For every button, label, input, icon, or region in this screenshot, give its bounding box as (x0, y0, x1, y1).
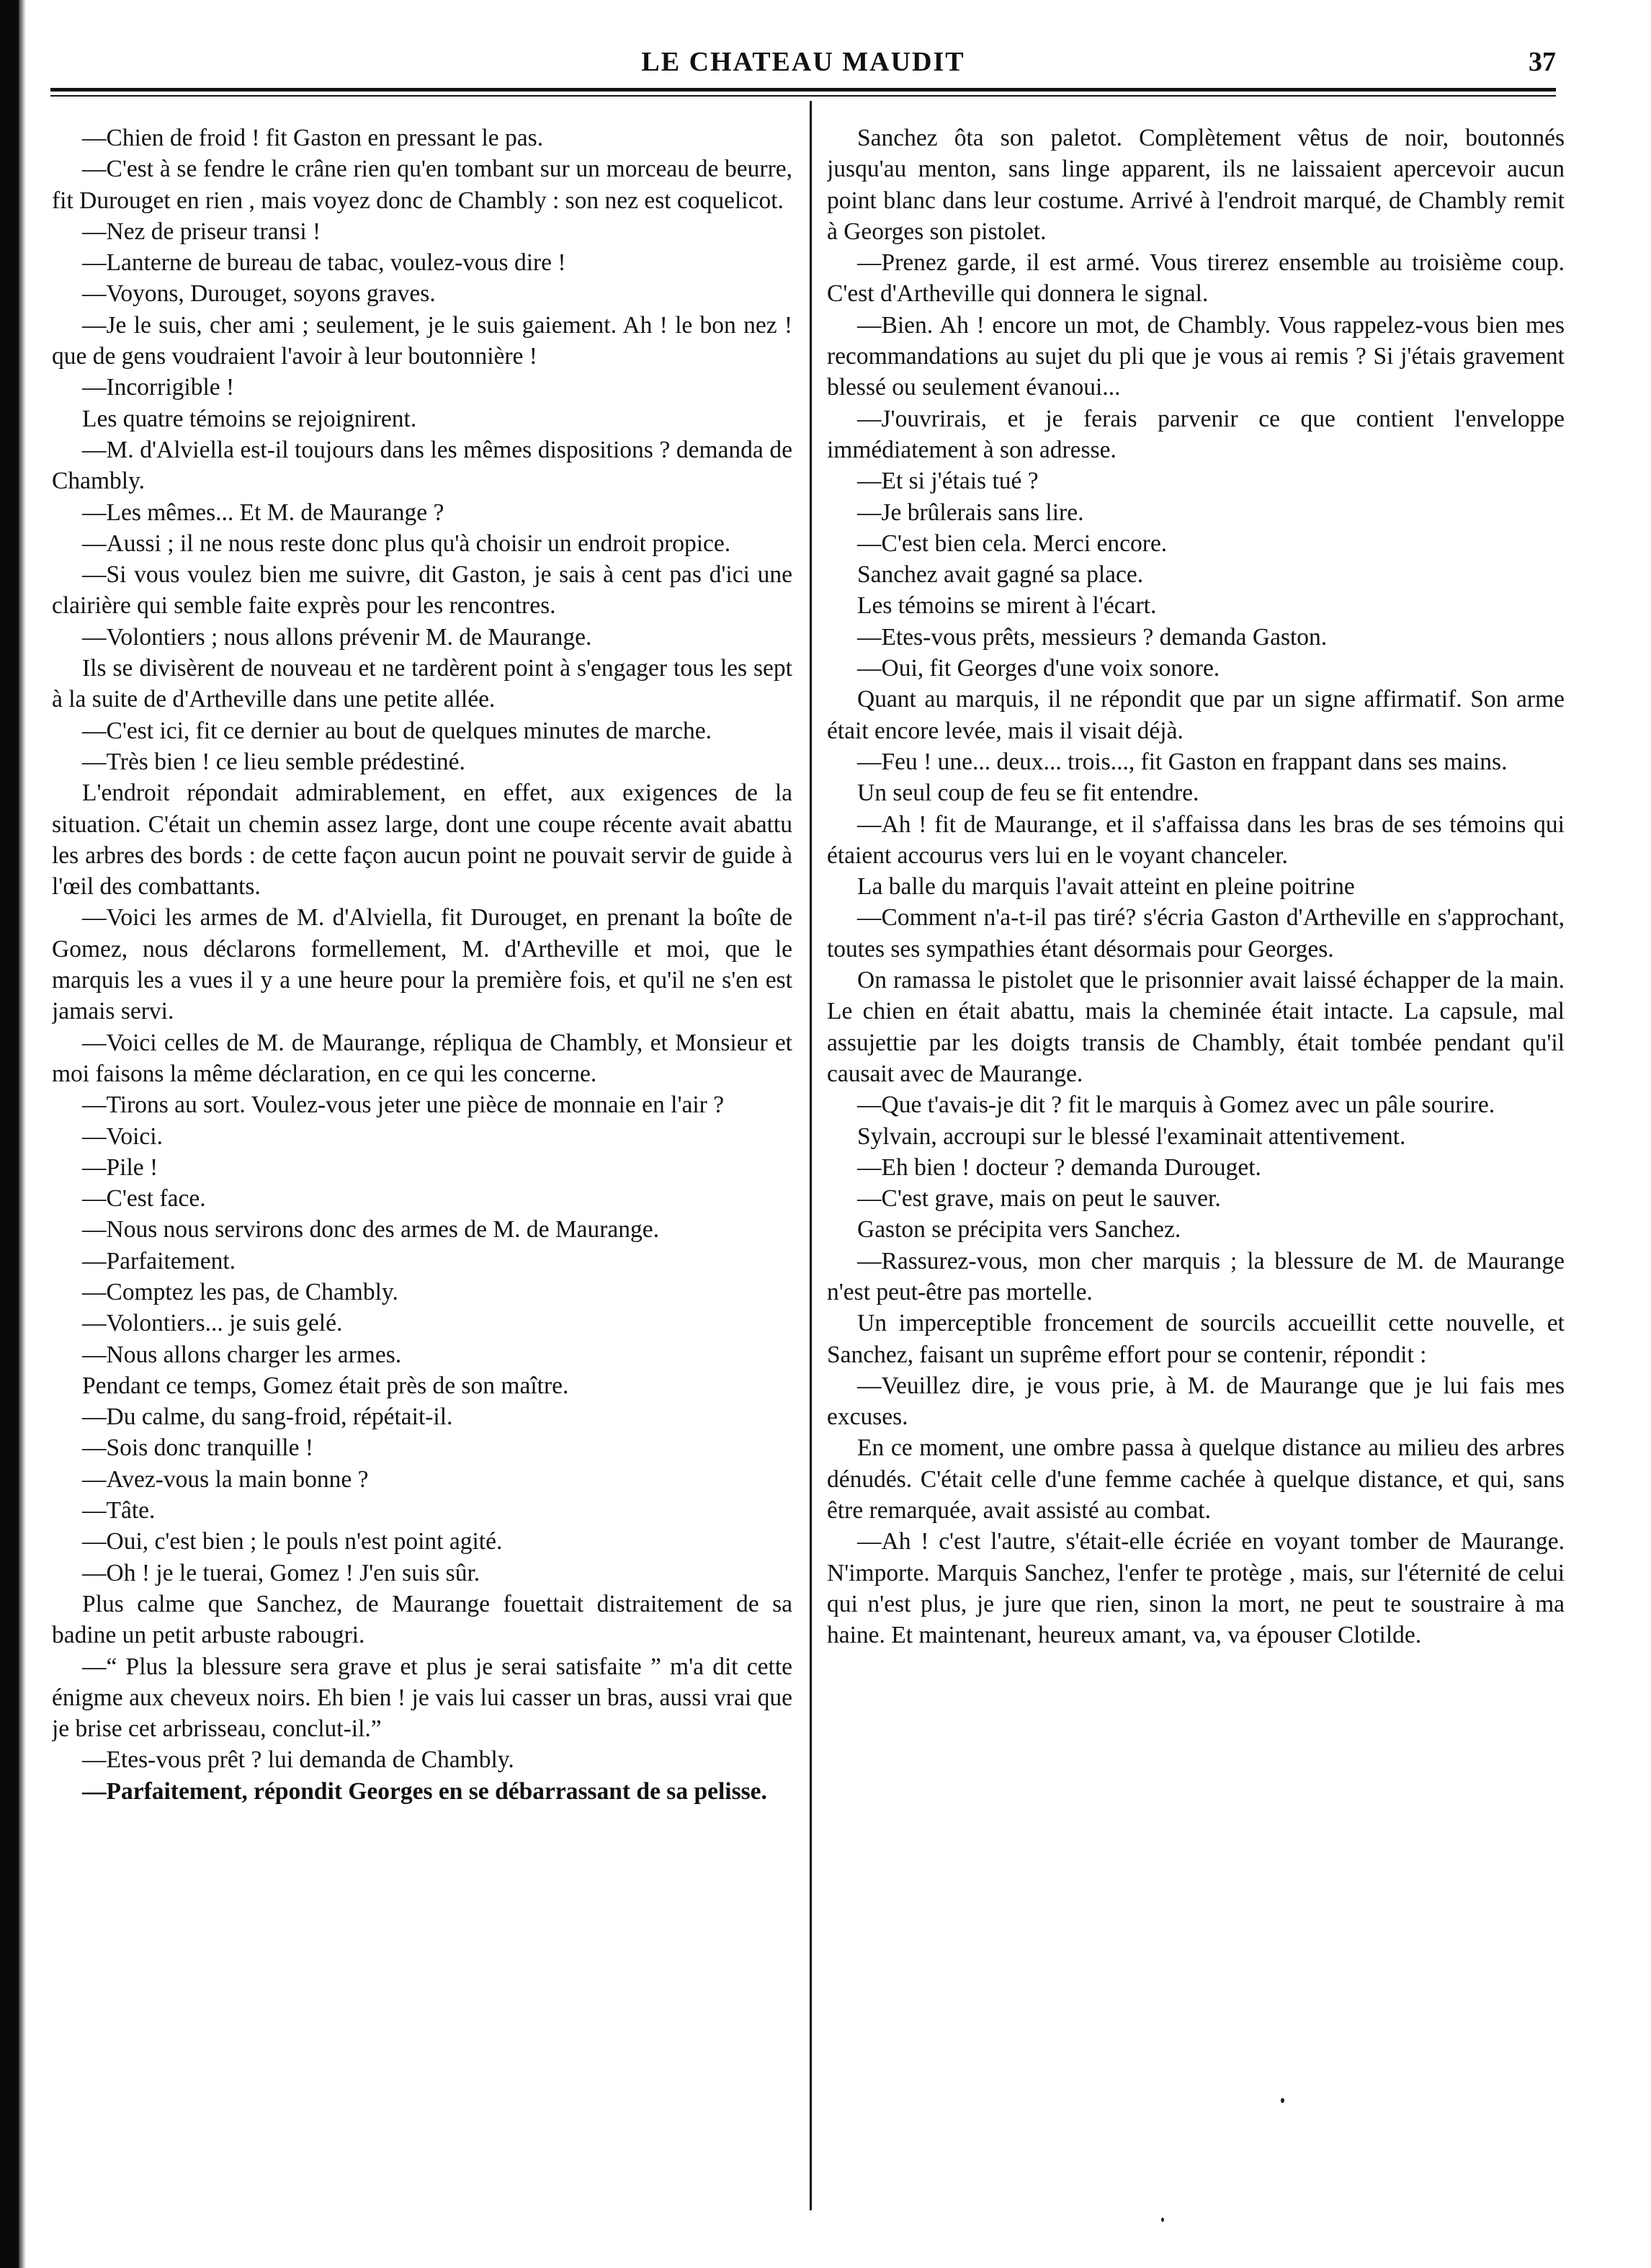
running-title: LE CHATEAU MAUDIT (641, 47, 965, 77)
print-speck (1281, 2098, 1284, 2103)
paragraph: Plus calme que Sanchez, de Maurange fouettait distraitement de sa badine un petit arbuste rabougri. (52, 1590, 792, 1649)
paragraph: Ils se divisèrent de nouveau et ne tardèrent point à s'engager tous les sept à la suite de d'Artheville dans une petite allée. (52, 655, 792, 713)
paragraph: —Lanterne de bureau de tabac, voulez-vous dire ! (82, 249, 566, 277)
paragraph: —Bien. Ah ! encore un mot, de Chambly. Vous rappelez-vous bien mes recommandations au sujet du pli que je vous ai remis ? Si j'étais gravement blessé ou seulement évanoui... (827, 311, 1565, 401)
paragraph: Quant au marquis, il ne répondit que par un signe affirmatif. Son arme était encore levée, mais il visait déjà. (827, 686, 1565, 744)
paragraph: —C'est ici, fit ce dernier au bout de quelques minutes de marche. (82, 717, 712, 744)
paragraph: —Tirons au sort. Voulez-vous jeter une pièce de monnaie en l'air ? (82, 1091, 725, 1119)
paragraph: —Si vous voulez bien me suivre, dit Gaston, je sais à cent pas d'ici une clairière qui semble faite exprès pour les rencontres. (52, 561, 792, 620)
paragraph: —C'est à se fendre le crâne rien qu'en tombant sur un morceau de beurre, fit Durouget en rien , mais voyez donc de Chambly : son nez est coquelicot. (52, 156, 792, 214)
paragraph: —C'est bien cela. Merci encore. (857, 530, 1168, 557)
paragraph: Les témoins se mirent à l'écart. (857, 592, 1157, 620)
paragraph: —Parfaitement, répondit Georges en se débarrassant de sa pelisse. (82, 1777, 767, 1805)
paragraph: —Que t'avais-je dit ? fit le marquis à Gomez avec un pâle sourire. (857, 1091, 1495, 1119)
paragraph: —Les mêmes... Et M. de Maurange ? (82, 499, 444, 526)
paragraph: —Oh ! je le tuerai, Gomez ! J'en suis sûr. (82, 1559, 480, 1586)
paragraph: Les quatre témoins se rejoignirent. (82, 405, 417, 432)
page-number: 37 (1529, 47, 1556, 77)
paragraph: On ramassa le pistolet que le prisonnier avait laissé échapper de la main. Le chien en était abattu, mais la cheminée était intacte. La capsule, mal assujettie par les doigts transis de Chambly, était tombée pendant qu'il causait avec de Maurange. (827, 967, 1565, 1087)
paragraph: —Prenez garde, il est armé. Vous tirerez ensemble au troisième coup. C'est d'Artheville qui donnera le signal. (827, 249, 1565, 308)
paragraph: —Comptez les pas, de Chambly. (82, 1278, 398, 1305)
paragraph: —Chien de froid ! fit Gaston en pressant le pas. (82, 125, 544, 151)
paragraph: —Sois donc tranquille ! (82, 1434, 313, 1462)
paragraph: —Feu ! une... deux... trois..., fit Gaston en frappant dans ses mains. (857, 748, 1508, 775)
paragraph: —Ah ! c'est l'autre, s'était-elle écriée en voyant tomber de Maurange. N'importe. Marquis Sanchez, l'enfer te protège , mais, sur l'éternité de celui qui n'est plus, je jure que rien, sinon la mort, ne peut te soustraire à ma haine. Et maintenant, heureux amant, va, va épouser Clotilde. (827, 1528, 1565, 1649)
paragraph: L'endroit répondait admirablement, en effet, aux exigences de la situation. C'était un chemin assez large, dont une coupe récente avait abattu les arbres des bords : de cette façon aucun point ne pouvait servir de guide à l'œil des combattants. (52, 780, 792, 901)
header-rule-thin (50, 95, 1556, 97)
paragraph: —Aussi ; il ne nous reste donc plus qu'à choisir un endroit propice. (82, 530, 731, 557)
paragraph: —Etes-vous prêts, messieurs ? demanda Gaston. (857, 623, 1328, 651)
paragraph: —Et si j'étais tué ? (857, 468, 1039, 495)
paragraph: —Comment n'a-t-il pas tiré? s'écria Gaston d'Artheville en s'approchant, toutes ses sympathies étant désormais pour Georges. (827, 904, 1565, 963)
paragraph: La balle du marquis l'avait atteint en pleine poitrine (857, 873, 1355, 901)
paragraph: —C'est grave, mais on peut le sauver. (857, 1185, 1221, 1213)
paragraph: En ce moment, une ombre passa à quelque distance au milieu des arbres dénudés. C'était celle d'une femme cachée à quelque distance, et qui, sans être remarquée, avait assisté au combat. (827, 1434, 1565, 1524)
paragraph: Sanchez avait gagné sa place. (857, 561, 1144, 589)
paragraph: Un imperceptible froncement de sourcils accueillit cette nouvelle, et Sanchez, faisant un suprême effort pour se contenir, répondit : (827, 1310, 1565, 1368)
paragraph: —Du calme, du sang-froid, répétait-il. (82, 1403, 453, 1431)
paragraph: —Voyons, Durouget, soyons graves. (82, 280, 436, 308)
page-header (50, 42, 1556, 85)
paragraph: —M. d'Alviella est-il toujours dans les mêmes dispositions ? demanda de Chambly. (52, 436, 792, 495)
paragraph: —Voici celles de M. de Maurange, répliqua de Chambly, et Monsieur et moi faisons la même déclaration, en ce qui les concerne. (52, 1029, 792, 1087)
paragraph: —Veuillez dire, je vous prie, à M. de Maurange que je lui fais mes excuses. (827, 1372, 1565, 1431)
paragraph: —Oui, c'est bien ; le pouls n'est point agité. (82, 1528, 503, 1555)
paragraph: —Incorrigible ! (82, 374, 235, 401)
paragraph: —Voici les armes de M. d'Alviella, fit Durouget, en prenant la boîte de Gomez, nous déclarons formellement, M. d'Artheville et moi, que le marquis les a vues il y a une heure pour la première fois, et qu'il ne s'en est jamais servi. (52, 904, 792, 1025)
paragraph: Pendant ce temps, Gomez était près de son maître. (82, 1372, 569, 1399)
paragraph: —Rassurez-vous, mon cher marquis ; la blessure de M. de Maurange n'est peut-être pas mortelle. (827, 1247, 1565, 1305)
paragraph: —Nez de priseur transi ! (82, 218, 321, 245)
column-separator (810, 101, 812, 2210)
binding-spine (0, 0, 19, 2268)
print-speck (1161, 2218, 1164, 2222)
paragraph: —Eh bien ! docteur ? demanda Durouget. (857, 1153, 1261, 1181)
paragraph: Sanchez ôta son paletot. Complètement vêtus de noir, boutonnés jusqu'au menton, sans linge apparent, ils ne laissaient apercevoir aucun point blanc dans leur costume. Arrivé à l'endroit marqué, de Chambly remit à Georges son pistolet. (827, 125, 1565, 245)
paragraph: —Je le suis, cher ami ; seulement, je le suis gaiement. Ah ! le bon nez ! que de gens voudraient l'avoir à leur boutonnière ! (52, 311, 792, 370)
paragraph: —Etes-vous prêt ? lui demanda de Chambly. (82, 1746, 514, 1774)
paragraph: —“ Plus la blessure sera grave et plus je serai satisfaite ” m'a dit cette énigme aux cheveux noirs. Eh bien ! je vais lui casser un bras, aussi vrai que je brise cet arbrisseau, conclut-il.” (52, 1653, 792, 1743)
paragraph: —Avez-vous la main bonne ? (82, 1465, 369, 1493)
paragraph: —Oui, fit Georges d'une voix sonore. (857, 655, 1220, 682)
paragraph: —J'ouvrirais, et je ferais parvenir ce que contient l'enveloppe immédiatement à son adresse. (827, 405, 1565, 463)
paragraph: —Voici. (82, 1122, 163, 1150)
paragraph: Gaston se précipita vers Sanchez. (857, 1216, 1181, 1244)
paragraph: —Pile ! (82, 1153, 158, 1181)
paragraph: —Nous nous servirons donc des armes de M. de Maurange. (82, 1216, 660, 1244)
paragraph: —Je brûlerais sans lire. (857, 499, 1084, 526)
paragraph: —C'est face. (82, 1185, 206, 1213)
paragraph: —Volontiers... je suis gelé. (82, 1310, 343, 1337)
paragraph: —Très bien ! ce lieu semble prédestiné. (82, 748, 465, 775)
paragraph: —Parfaitement. (82, 1247, 236, 1274)
paragraph: Sylvain, accroupi sur le blessé l'examinait attentivement. (857, 1122, 1406, 1150)
header-rule (50, 88, 1556, 91)
left-column (52, 122, 792, 2226)
paragraph: —Nous allons charger les armes. (82, 1341, 402, 1368)
right-column (827, 122, 1565, 2104)
paragraph: Un seul coup de feu se fit entendre. (857, 780, 1199, 807)
paragraph: —Ah ! fit de Maurange, et il s'affaissa dans les bras de ses témoins qui étaient accourus vers lui en le voyant chanceler. (827, 811, 1565, 869)
paragraph: —Volontiers ; nous allons prévenir M. de Maurange. (82, 623, 592, 651)
binding-shadow (19, 0, 26, 2268)
paragraph: —Tâte. (82, 1497, 156, 1524)
